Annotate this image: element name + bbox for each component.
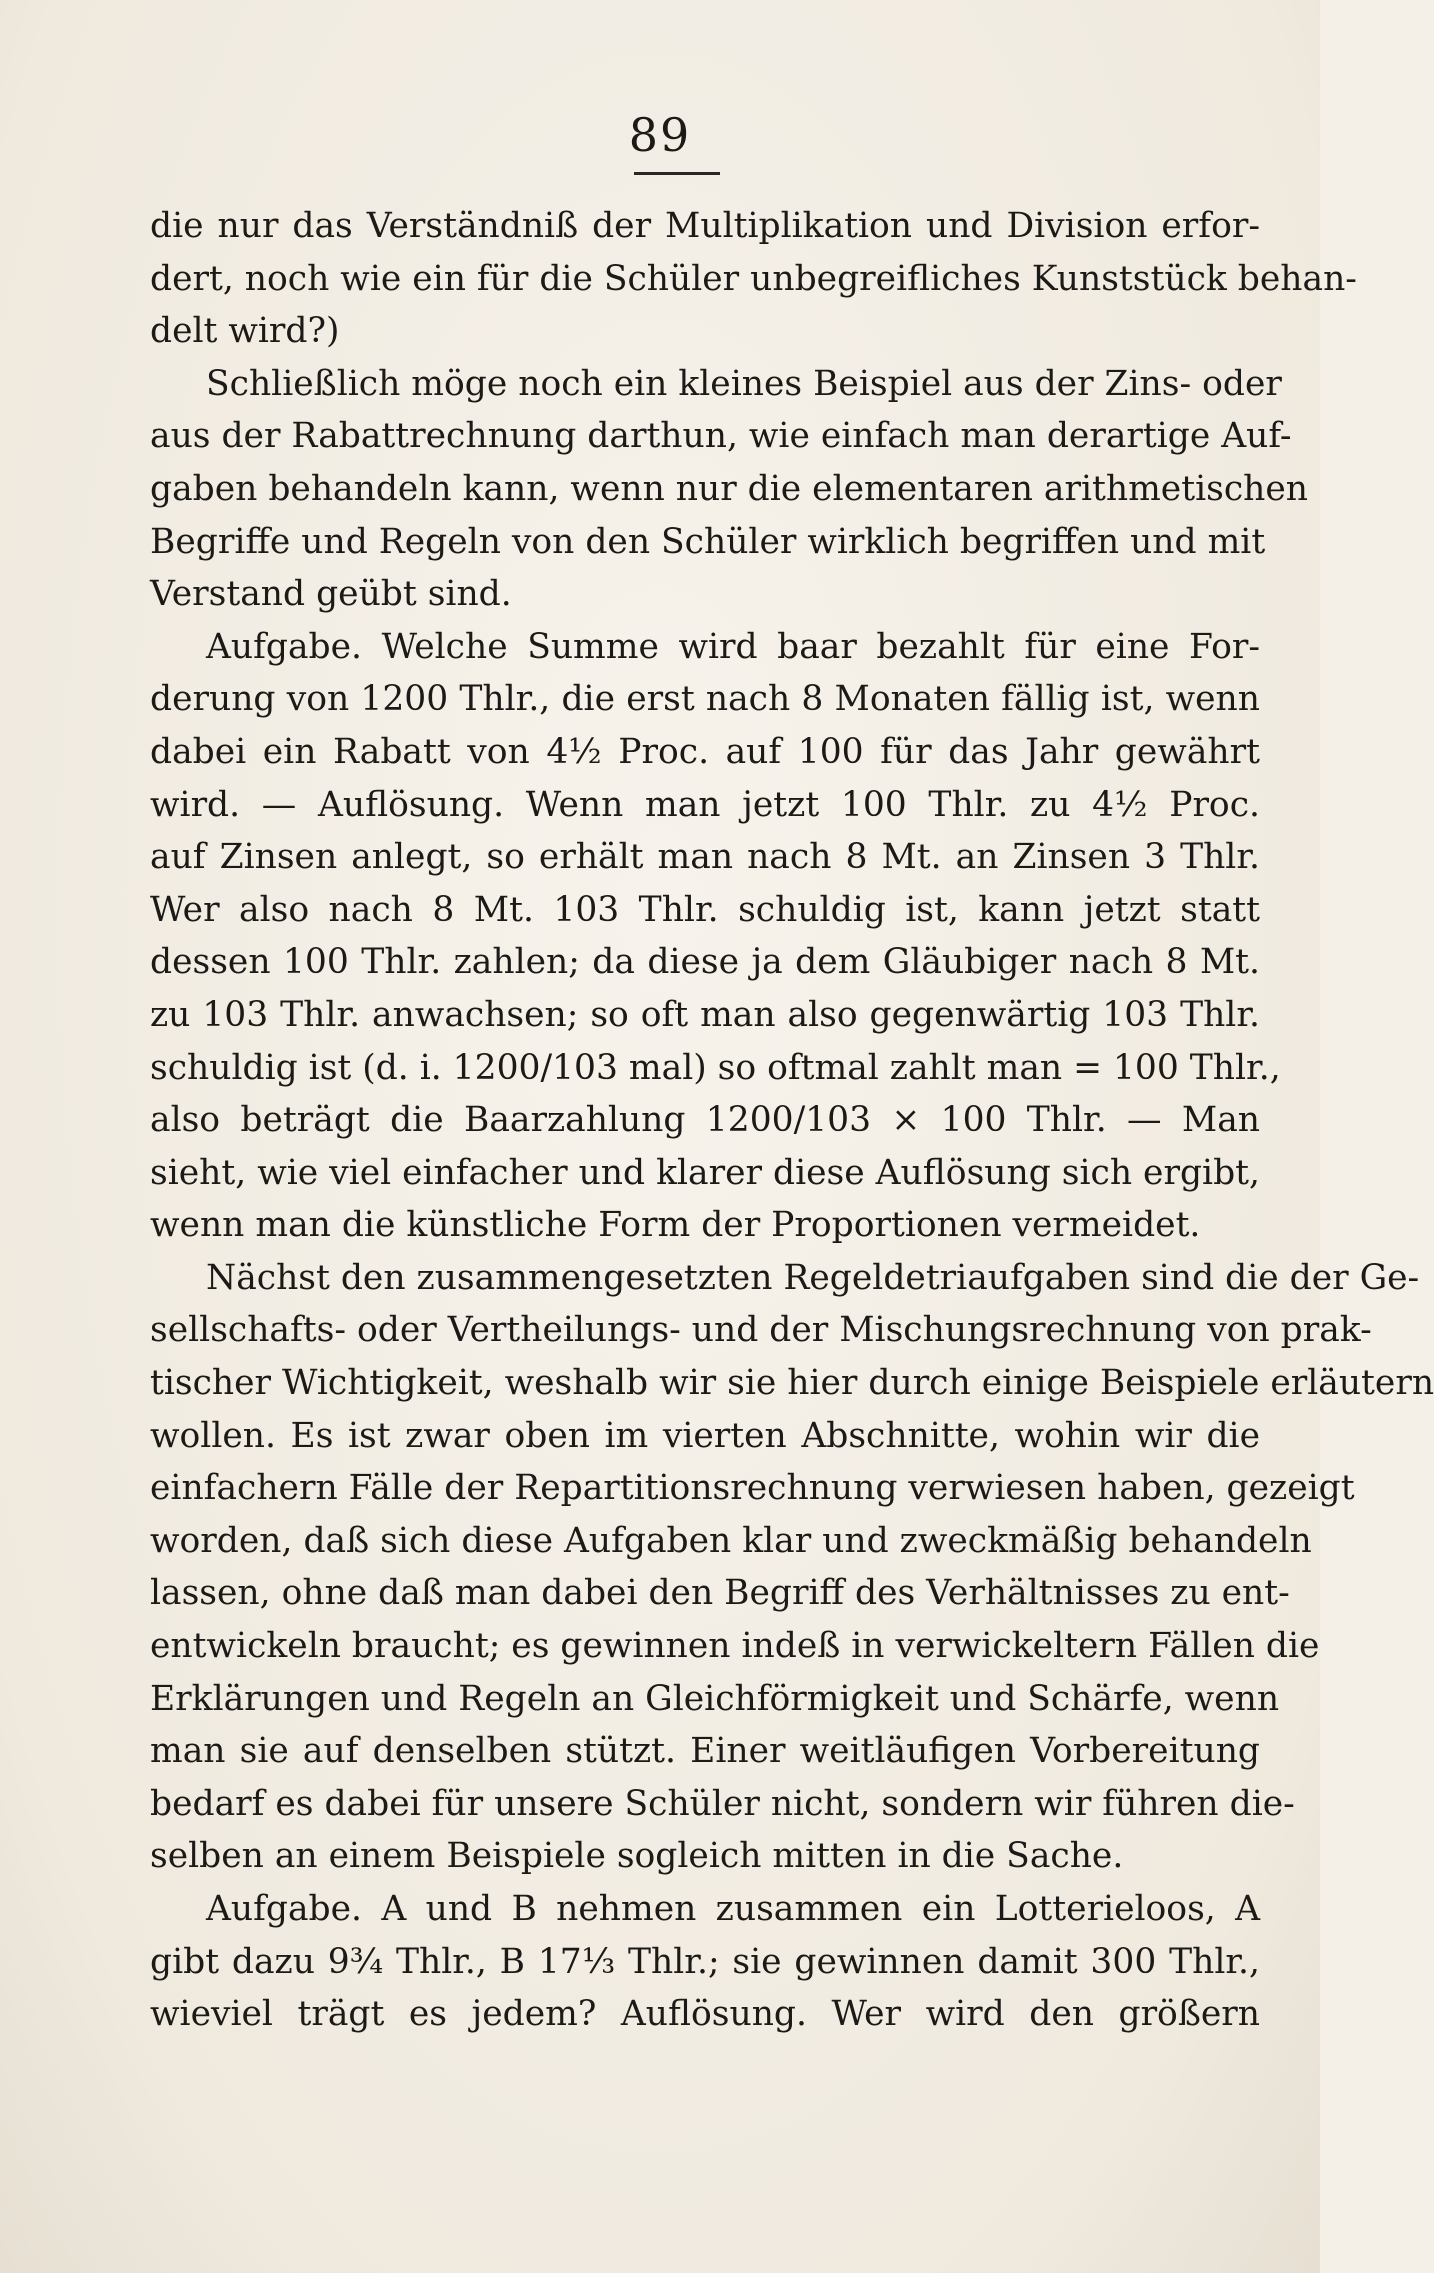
- text-line: man sie auf denselben stützt. Einer weitläufigen Vorbereitung: [150, 1731, 1260, 1772]
- text-line: worden, daß sich diese Aufgaben klar und zweckmäßig behandeln: [150, 1520, 1312, 1561]
- text-line: bedarf es dabei für unsere Schüler nicht, sondern wir führen die-: [150, 1783, 1295, 1824]
- text-line: lassen, ohne daß man dabei den Begriff des Verhältnisses zu ent-: [150, 1573, 1290, 1614]
- text-line: dessen 100 Thlr. zahlen; da diese ja dem Gläubiger nach 8 Mt.: [150, 942, 1260, 983]
- text-line: wenn man die künstliche Form der Proportionen vermeidet.: [150, 1205, 1201, 1246]
- text-line: gibt dazu 9¾ Thlr., B 17⅓ Thlr.; sie gewinnen damit 300 Thlr.,: [150, 1941, 1260, 1982]
- text-line: also beträgt die Baarzahlung 1200/103 × 100 Thlr. — Man: [150, 1100, 1260, 1141]
- text-line: Begriffe und Regeln von den Schüler wirklich begriffen und mit: [150, 521, 1266, 562]
- text-line: derung von 1200 Thlr., die erst nach 8 Monaten fällig ist, wenn: [150, 679, 1260, 720]
- text-line: einfachern Fälle der Repartitionsrechnung verwiesen haben, gezeigt: [150, 1468, 1355, 1509]
- text-line: gaben behandeln kann, wenn nur die elementaren arithmetischen: [150, 468, 1309, 509]
- text-body: [150, 200, 1434, 2041]
- text-line: zu 103 Thlr. anwachsen; so oft man also gegenwärtig 103 Thlr.: [150, 994, 1260, 1035]
- text-line: wieviel trägt es jedem? Auflösung. Wer wird den größern: [150, 1994, 1260, 2035]
- text-line: dabei ein Rabatt von 4½ Proc. auf 100 für das Jahr gewährt: [150, 731, 1260, 772]
- text-line: dert, noch wie ein für die Schüler unbegreifliches Kunststück behan-: [150, 258, 1357, 299]
- text-line: tischer Wichtigkeit, weshalb wir sie hier durch einige Beispiele erläutern: [150, 1363, 1434, 1404]
- text-line: wollen. Es ist zwar oben im vierten Abschnitte, wohin wir die: [150, 1415, 1260, 1456]
- text-line: wird. — Auflösung. Wenn man jetzt 100 Thlr. zu 4½ Proc.: [150, 784, 1260, 825]
- text-line: Aufgabe. Welche Summe wird baar bezahlt für eine For-: [206, 626, 1260, 667]
- text-line: Verstand geübt sind.: [150, 574, 512, 615]
- text-line: entwickeln braucht; es gewinnen indeß in verwickeltern Fällen die: [150, 1626, 1320, 1667]
- text-line: Nächst den zusammengesetzten Regeldetriaufgaben sind die der Ge-: [206, 1257, 1420, 1298]
- text-line: sieht, wie viel einfacher und klarer diese Auflösung sich ergibt,: [150, 1152, 1260, 1193]
- text-line: die nur das Verständniß der Multiplikation und Division erfor-: [150, 206, 1260, 246]
- text-line: schuldig ist (d. i. 1200/103 mal) so oftmal zahlt man = 100 Thlr.,: [150, 1047, 1281, 1088]
- text-line: Schließlich möge noch ein kleines Beispiel aus der Zins- oder: [206, 363, 1282, 404]
- text-line: Wer also nach 8 Mt. 103 Thlr. schuldig ist, kann jetzt statt: [150, 889, 1260, 930]
- page-number: 89: [628, 108, 692, 162]
- text-line: aus der Rabattrechnung darthun, wie einfach man derartige Auf-: [150, 416, 1292, 457]
- text-line: selben an einem Beispiele sogleich mitten in die Sache.: [150, 1836, 1124, 1877]
- text-line: sellschafts- oder Vertheilungs- und der Mischungsrechnung von prak-: [150, 1310, 1372, 1351]
- text-line: delt wird?): [150, 311, 340, 352]
- page-number-rule: [634, 172, 720, 175]
- text-line: Aufgabe. A und B nehmen zusammen ein Lotterieloos, A: [206, 1889, 1260, 1929]
- text-line: auf Zinsen anlegt, so erhält man nach 8 Mt. an Zinsen 3 Thlr.: [150, 837, 1260, 878]
- text-line: Erklärungen und Regeln an Gleichförmigkeit und Schärfe, wenn: [150, 1678, 1280, 1719]
